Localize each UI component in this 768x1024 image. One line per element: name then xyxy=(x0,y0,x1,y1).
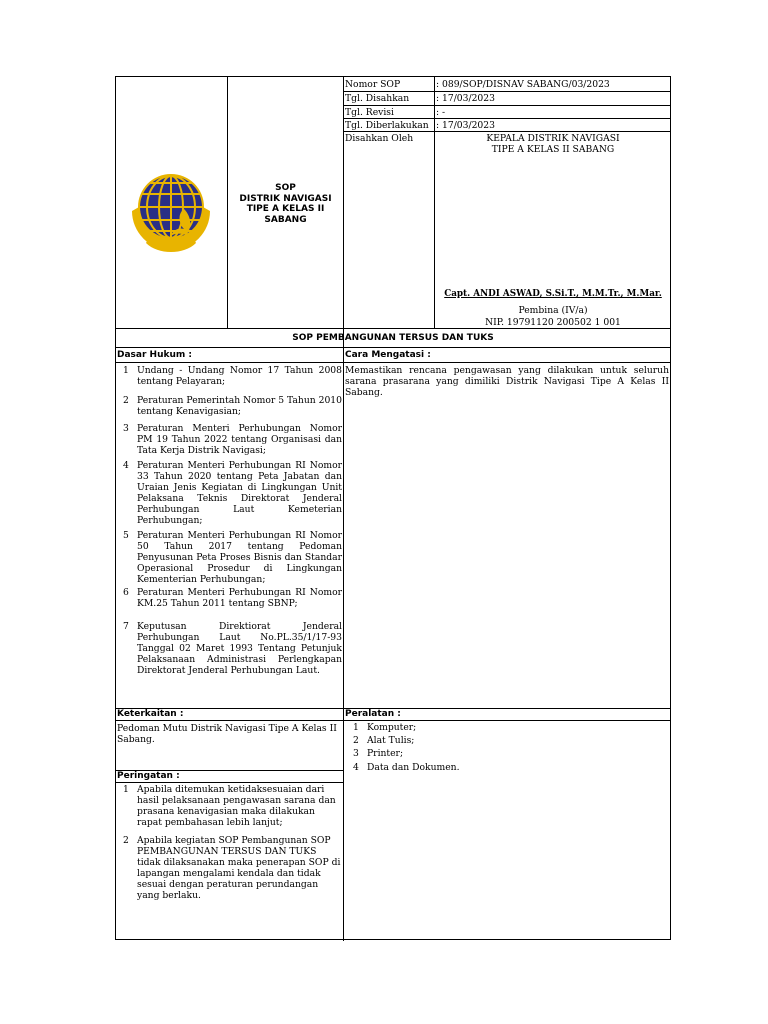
approver-title-line: TIPE A KELAS II SABANG xyxy=(491,144,615,155)
title-line: DISTRIK NAVIGASI xyxy=(239,193,332,204)
divider xyxy=(116,328,670,329)
list-number: 1 xyxy=(123,784,129,795)
cara-mengatasi-heading: Cara Mengatasi : xyxy=(345,350,431,360)
list-text: Peraturan Pemerintah Nomor 5 Tahun 2010 tentang Kenavigasian; xyxy=(137,395,342,417)
info-value-revisi: : - xyxy=(436,107,446,118)
divider xyxy=(343,91,671,92)
list-text: Keputusan Direktiorat Jenderal Perhubungan Laut No.PL.35/1/17-93 Tanggal 02 Maret 1993 Tentang Petunjuk Pelaksanaan Administrasi Perlengkapan Direktorat Jenderal Perhubungan Laut. xyxy=(137,621,342,676)
list-text: Apabila kegiatan SOP Pembangunan SOP PEMBANGUNAN TERSUS DAN TUKS tidak dilaksanakan maka penerapan SOP di lapangan mengalami kendala dan tidak sesuai dengan peraturan perundangan yang berlaku. xyxy=(137,835,341,901)
divider xyxy=(343,131,671,132)
info-label-revisi: Tgl. Revisi xyxy=(345,107,394,118)
divider xyxy=(116,720,670,721)
info-value-disahkan: : 17/03/2023 xyxy=(436,93,495,104)
approver-name: Capt. ANDI ASWAD, S.Si.T., M.M.Tr., M.Mar. xyxy=(444,289,662,299)
list-number: 7 xyxy=(123,621,129,632)
list-number: 2 xyxy=(123,835,129,846)
sop-header-title xyxy=(228,183,343,225)
divider xyxy=(116,347,670,348)
list-number: 2 xyxy=(353,735,359,746)
list-text: Printer; xyxy=(367,748,404,759)
list-text: Peraturan Menteri Perhubungan RI Nomor 33 Tahun 2020 tentang Peta Jabatan dan Uraian Jenis Kegiatan di Lingkungan Unit Pelaksana Teknis Direktorat Jenderal Perhubungan Laut Kemeterian Perhubungan; xyxy=(137,460,342,526)
list-number: 4 xyxy=(353,762,359,773)
list-number: 1 xyxy=(123,365,129,376)
list-number: 3 xyxy=(123,423,129,434)
divider xyxy=(343,118,671,119)
list-text: Peraturan Menteri Perhubungan RI Nomor 50 Tahun 2017 tentang Pedoman Penyusunan Peta Proses Bisnis dan Standar Operasional Prosedur di Lingkungan Kementerian Perhubungan; xyxy=(137,530,342,585)
logo-emblem-icon xyxy=(126,167,216,255)
divider xyxy=(116,362,670,363)
list-text: Apabila ditemukan ketidaksesuaian dari hasil pelaksanaan pengawasan sarana dan prasana kenavigasian maka dilakukan rapat pembahasan lebih lanjut; xyxy=(137,784,336,828)
list-number: 1 xyxy=(353,722,359,733)
info-label-nomor: Nomor SOP xyxy=(345,79,401,90)
title-line: SABANG xyxy=(264,214,307,225)
list-number: 5 xyxy=(123,530,129,541)
info-label-diberlakukan: Tgl. Diberlakukan xyxy=(345,120,429,131)
list-text: Data dan Dokumen. xyxy=(367,762,460,773)
list-text: Peraturan Menteri Perhubungan RI Nomor KM.25 Tahun 2011 tentang SBNP; xyxy=(137,587,342,609)
sop-title: SOP PEMBANGUNAN TERSUS DAN TUKS xyxy=(292,333,494,343)
cara-mengatasi-text: Memastikan rencana pengawasan yang dilakukan untuk seluruh sarana prasarana yang dimiliki Distrik Navigasi Tipe A Kelas II Sabang. xyxy=(345,365,669,398)
approver-nip: NIP. 19791120 200502 1 001 xyxy=(485,317,621,328)
divider xyxy=(116,782,344,783)
info-label-disahkan: Tgl. Disahkan xyxy=(345,93,410,104)
logo xyxy=(126,167,216,255)
list-text: Undang - Undang Nomor 17 Tahun 2008 tentang Pelayaran; xyxy=(137,365,342,387)
divider xyxy=(343,105,671,106)
peralatan-heading: Peralatan : xyxy=(345,709,401,719)
list-number: 2 xyxy=(123,395,129,406)
list-text: Peraturan Menteri Perhubungan Nomor PM 19 Tahun 2022 tentang Organisasi dan Tata Kerja Distrik Navigasi; xyxy=(137,423,342,456)
approver-title xyxy=(435,133,671,155)
list-number: 4 xyxy=(123,460,129,471)
peringatan-heading: Peringatan : xyxy=(117,771,180,781)
approved-label: Disahkan Oleh xyxy=(345,133,414,144)
title-line: TIPE A KELAS II xyxy=(246,204,325,214)
list-number: 6 xyxy=(123,587,129,598)
sop-document xyxy=(115,76,671,940)
info-value-diberlakukan: : 17/03/2023 xyxy=(436,120,495,131)
info-value-nomor: : 089/SOP/DISNAV SABANG/03/2023 xyxy=(436,79,610,90)
list-text: Alat Tulis; xyxy=(367,735,415,746)
divider xyxy=(343,77,344,941)
title-line: SOP xyxy=(275,183,296,193)
approver-title-line: KEPALA DISTRIK NAVIGASI xyxy=(486,133,620,144)
keterkaitan-heading: Keterkaitan : xyxy=(117,709,184,719)
approver-rank: Pembina (IV/a) xyxy=(518,305,588,316)
dasar-hukum-heading: Dasar Hukum : xyxy=(117,350,192,360)
list-text: Komputer; xyxy=(367,722,417,733)
list-number: 3 xyxy=(353,748,359,759)
keterkaitan-text: Pedoman Mutu Distrik Navigasi Tipe A Kelas II Sabang. xyxy=(117,723,337,745)
